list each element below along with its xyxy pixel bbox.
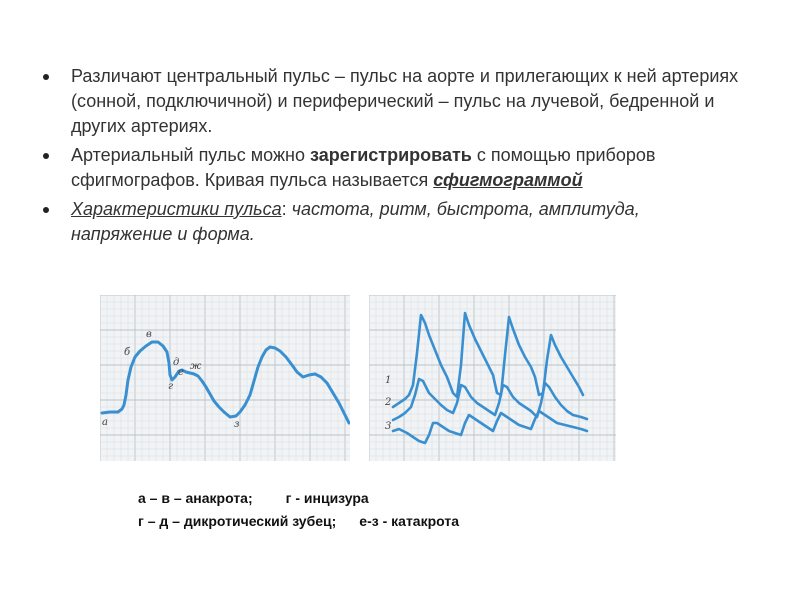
bullet-bold-term: зарегистрировать <box>309 145 472 165</box>
legend-anacrota: а – в – анакрота; <box>138 490 253 506</box>
bullet-underlined-term: Характеристики пульса <box>71 199 282 219</box>
curve-label-3: 3 <box>385 421 392 432</box>
bullet-dot-icon <box>43 207 49 213</box>
bullet-italic-list: частота, ритм, быстрота, амплитуда, напряжение и форма. <box>71 199 640 244</box>
legend-incisura: г - инцизура <box>285 490 369 506</box>
bullet-list <box>42 64 742 251</box>
point-label-b: б <box>124 347 131 358</box>
legend <box>138 487 459 533</box>
point-label-d: д <box>173 357 180 368</box>
point-label-e: е <box>178 367 184 378</box>
curve-label-2: 2 <box>385 397 392 408</box>
legend-dicrotic: г – д – дикротический зубец; <box>138 513 337 529</box>
point-label-z: з <box>234 419 240 430</box>
bullet-dot-icon <box>43 153 49 159</box>
bullet-item-registration <box>42 143 742 193</box>
bullet-dot-icon <box>43 74 49 80</box>
point-label-zh: ж <box>190 361 202 372</box>
point-label-a: а <box>102 417 108 428</box>
bullet-key-term: сфигмограммой <box>433 170 583 190</box>
legend-row-1 <box>138 487 459 510</box>
point-label-g: г <box>168 381 174 392</box>
bullet-text-start: Артериальный пульс можно <box>71 145 310 165</box>
legend-catacrota: е-з - катакрота <box>359 513 459 529</box>
sphygmogram-right <box>369 295 616 461</box>
sphygmogram-left <box>100 295 350 461</box>
point-label-v: в <box>146 329 152 340</box>
bullet-item-pulse-types <box>42 64 742 139</box>
bullet-colon: : <box>281 199 292 219</box>
legend-row-2 <box>138 510 459 533</box>
curve-label-1: 1 <box>385 375 392 386</box>
bullet-text-middle: с помощью приборов сфигмографов. Кривая пульса называется <box>71 145 656 190</box>
bullet-text: Различают центральный пульс – пульс на аорте и прилегающих к ней артериях (сонной, подключичной) и периферический – пульс на лучевой, бедренной и других артериях. <box>71 66 739 136</box>
bullet-item-characteristics <box>42 197 742 247</box>
